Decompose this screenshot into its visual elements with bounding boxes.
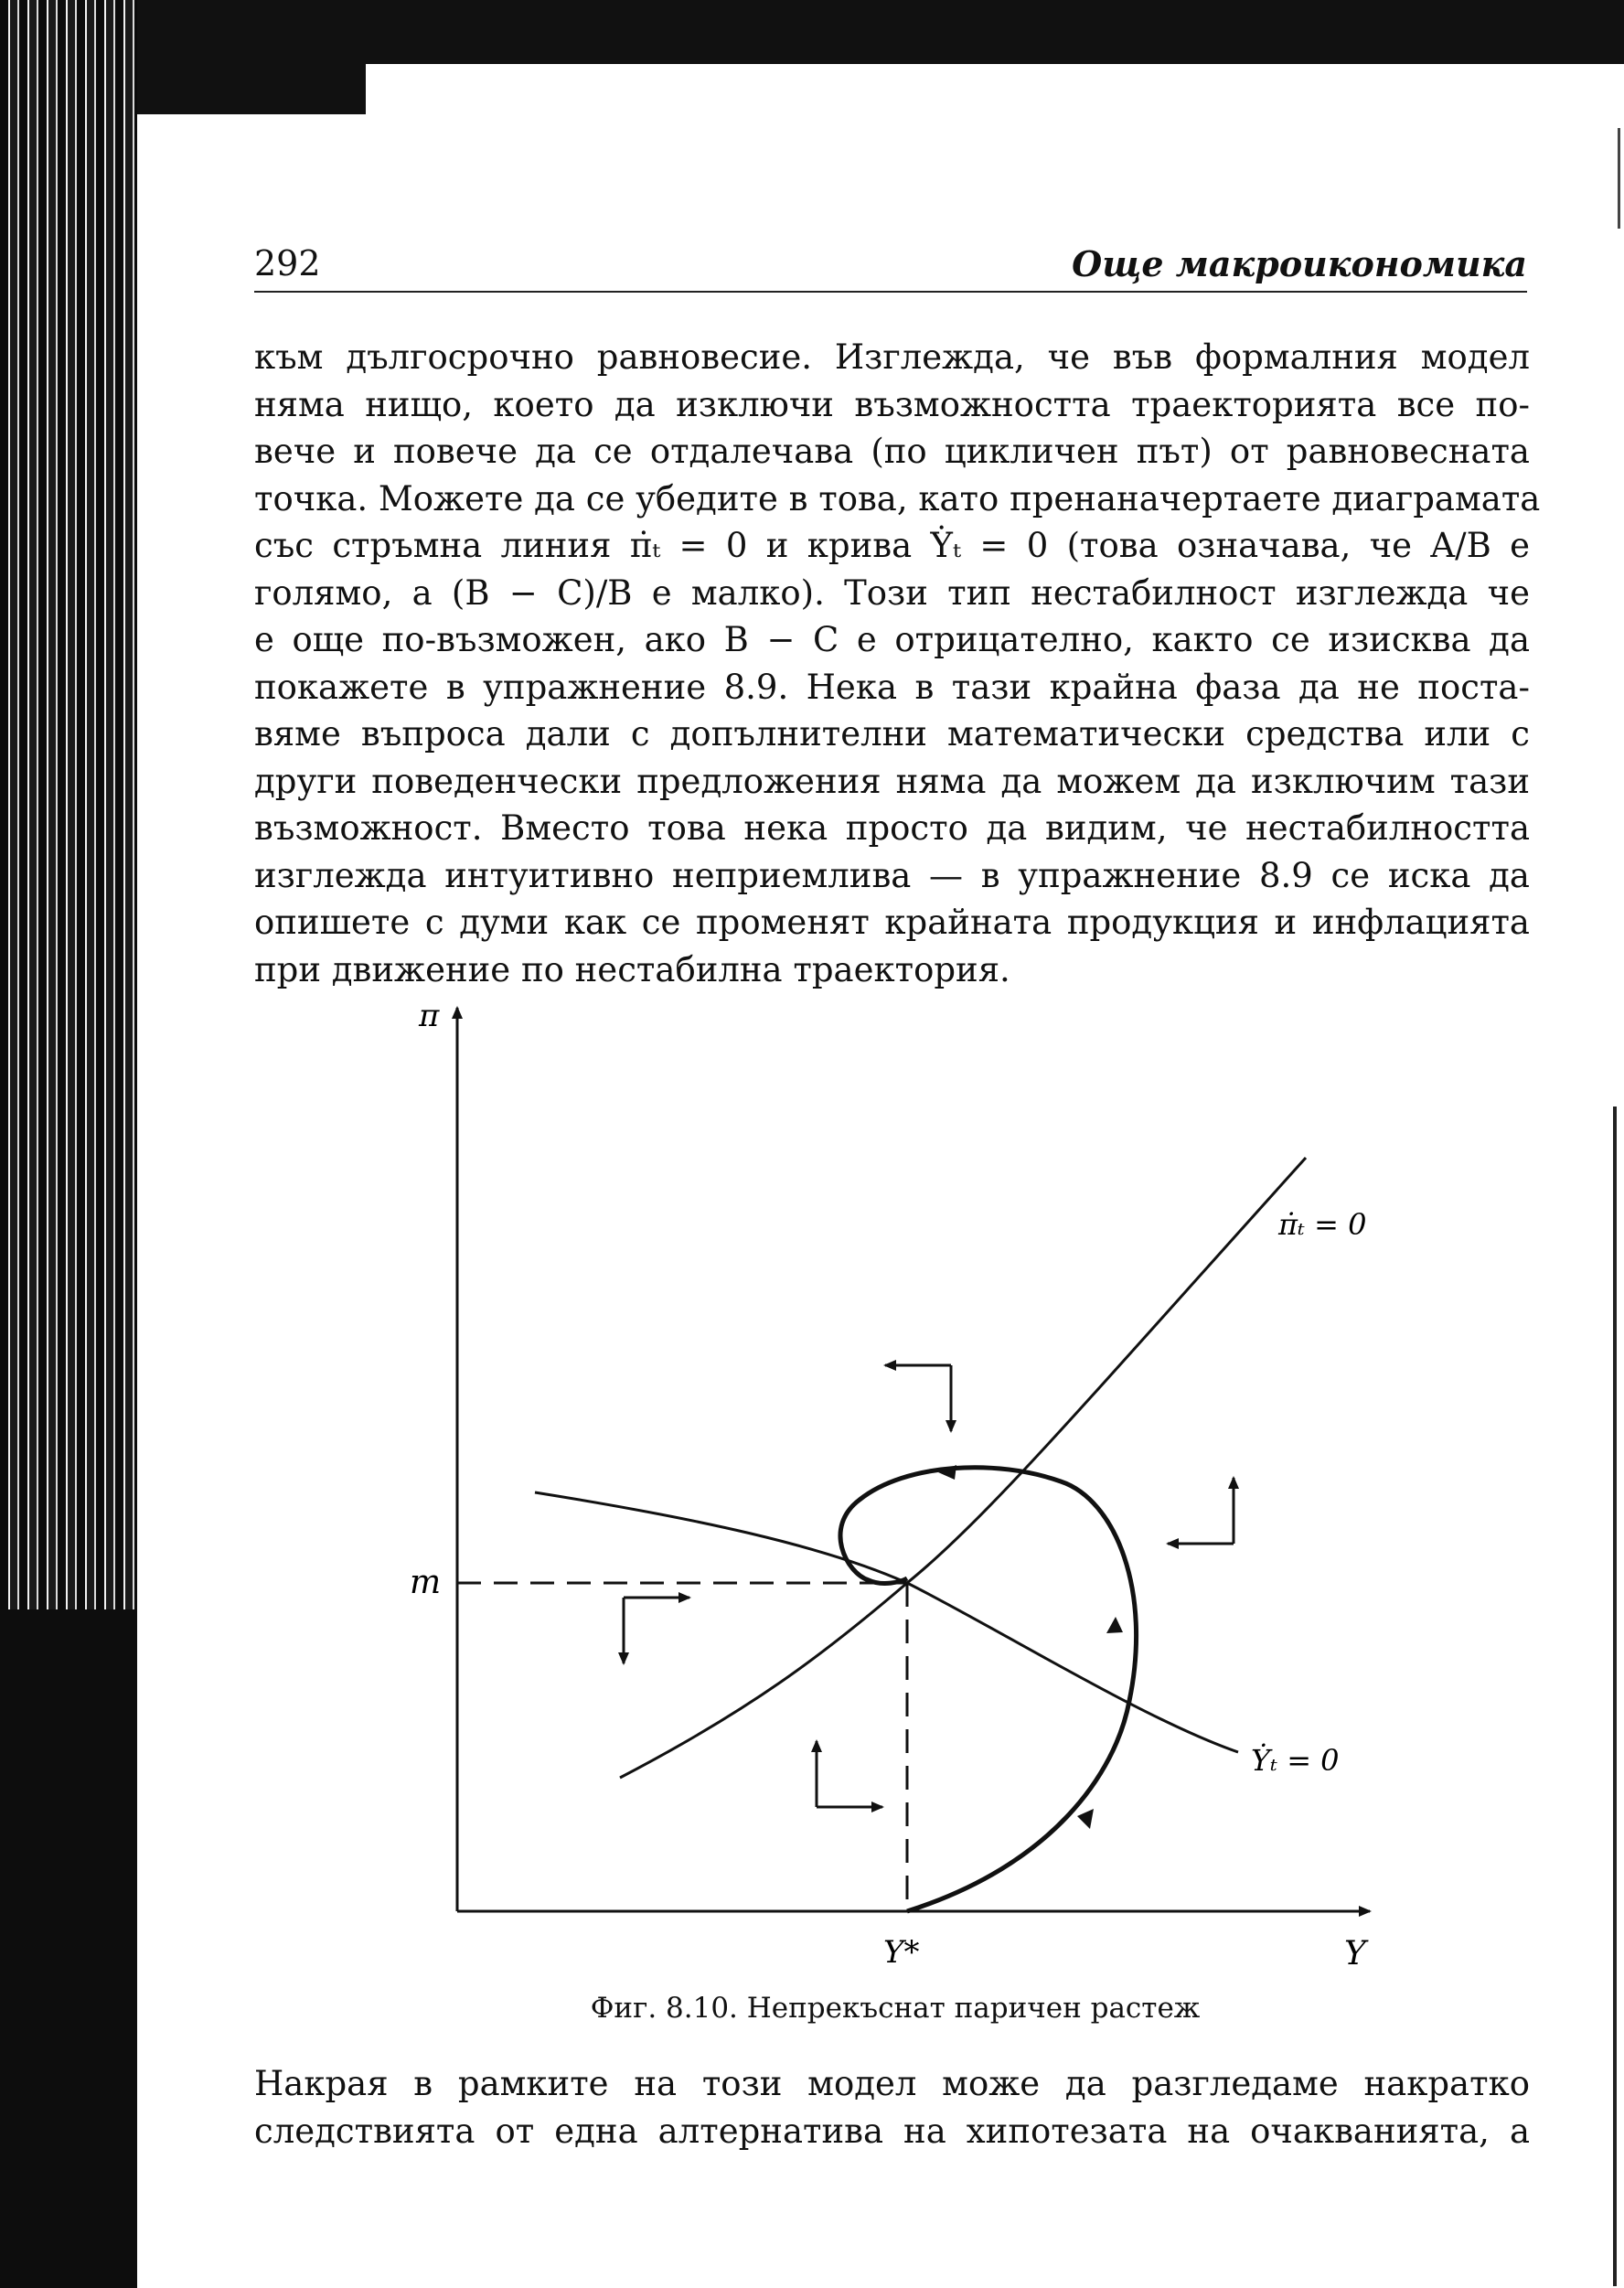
- text-line: опишете с думи как се променят крайната продукция и инфлацията: [254, 903, 1530, 942]
- text-line: при движение по нестабилна траектория.: [254, 949, 1010, 989]
- running-title: Още макроикономика: [1072, 243, 1527, 284]
- text-line: вяме въпроса дали с допълнителни математически средства или с: [254, 714, 1530, 754]
- paragraph-2: [254, 2060, 1530, 2154]
- text-line: със стръмна линия π̇ₜ = 0 и крива Ẏₜ = 0 (това означава, че A/B е: [254, 526, 1530, 565]
- header-rule: [254, 291, 1527, 293]
- scan-border-left-dark: [0, 1609, 137, 2288]
- ystar-label: Y*: [883, 1934, 920, 1971]
- scan-border-top: [0, 0, 1624, 64]
- trajectory-arrow: [1106, 1617, 1123, 1633]
- text-line: точка. Можете да се убедите в това, като пренаначертаете диаграмата: [254, 478, 1541, 519]
- text-line: следствията от една алтернатива на хипотезата на очакванията, а: [254, 2111, 1530, 2151]
- text-line: към дългосрочно равновесие. Изглежда, че във формалния модел: [254, 337, 1530, 377]
- caption-text: Фиг. 8.10. Непрекъснат паричен растеж: [590, 1992, 1201, 2025]
- text-line: други поведенчески предложения няма да можем да изключим тази: [254, 761, 1530, 801]
- figure-caption: [0, 1992, 1624, 2025]
- spiral-trajectory: [840, 1468, 1137, 1911]
- text-line: няма нищо, което да изключи възможността траекторията все по-: [254, 384, 1530, 424]
- direction-arrow-top: [885, 1365, 951, 1431]
- trajectory-arrow: [1077, 1809, 1094, 1829]
- phase-diagram: [393, 988, 1399, 1984]
- page-header: [254, 236, 1527, 291]
- direction-arrow-left: [624, 1598, 689, 1663]
- text-line: изглежда интуитивно неприемлива — в упражнение 8.9 се иска да: [254, 855, 1530, 895]
- pi-dot-zero-label: π̇ₜ = 0: [1278, 1207, 1367, 1242]
- text-line: покажете в упражнение 8.9. Нека в тази крайна фаза да не поста-: [254, 667, 1530, 707]
- direction-arrow-right: [1168, 1478, 1234, 1544]
- paragraph-1: [254, 334, 1541, 993]
- m-label: m: [410, 1564, 442, 1601]
- text-line: голямо, а (B − C)/B е малко). Този тип нестабилност изглежда че: [254, 572, 1530, 613]
- y-dot-zero-label: Ẏₜ = 0: [1251, 1743, 1340, 1778]
- scan-mark-right: [1618, 128, 1620, 229]
- x-axis-label: Y: [1344, 1935, 1366, 1973]
- scan-border-right: [1613, 1107, 1617, 2286]
- text-line: Накрая в рамките на този модел може да разгледаме накратко: [254, 2064, 1530, 2103]
- text-line: възможност. Вместо това нека просто да видим, че нестабилността: [254, 808, 1530, 848]
- text-line: вече и повече да се отдалечава (по цикличен път) от равновесната: [254, 432, 1530, 471]
- page-number: 292: [254, 243, 321, 283]
- figure-8-10: [393, 988, 1399, 1984]
- y-dot-zero-curve: [535, 1492, 1238, 1752]
- y-axis-label: π: [419, 998, 440, 1034]
- text-line: е още по-възможен, ако B − C е отрицателно, както се изисква да: [254, 620, 1530, 659]
- direction-arrow-bottom: [817, 1741, 882, 1807]
